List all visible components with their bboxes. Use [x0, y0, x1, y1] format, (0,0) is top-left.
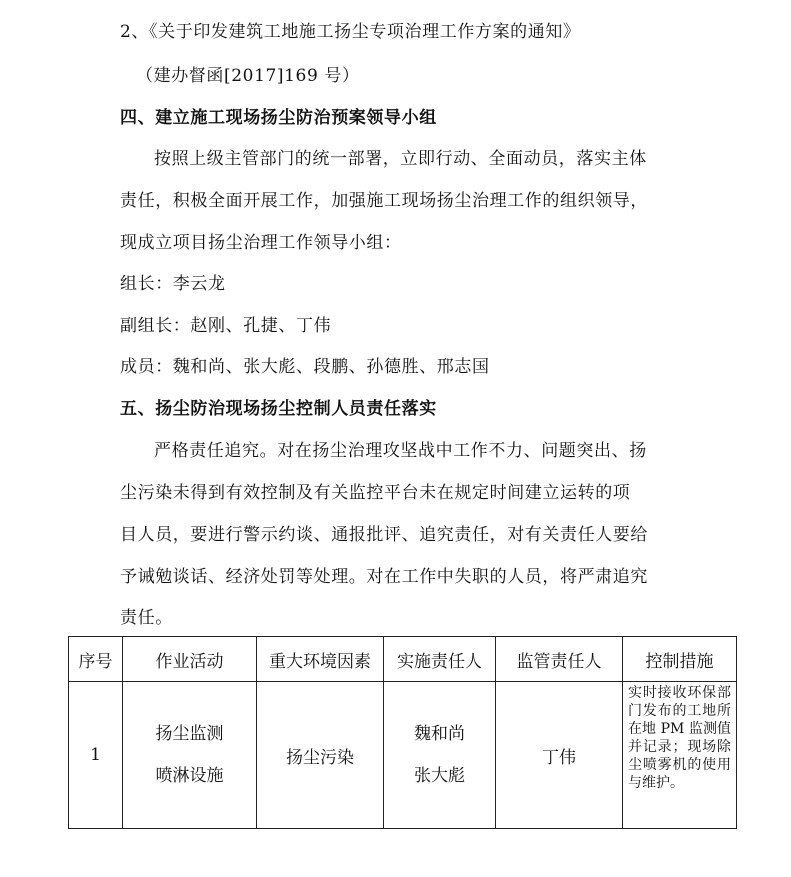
reference-line-2: （建办督函[2017]169 号） — [136, 66, 360, 86]
column-header-activity: 作业活动 — [123, 637, 257, 682]
paragraph-1-line-1: 按照上级主管部门的统一部署，立即行动、全面动员，落实主体 — [154, 149, 647, 169]
section-heading-5: 五、扬尘防治现场扬尘控制人员责任落实 — [120, 399, 437, 419]
paragraph-2-line-3: 目人员，要进行警示约谈、通报批评、追究责任，对有关责任人要给 — [120, 525, 648, 545]
paragraph-1-line-2: 责任，积极全面开展工作，加强施工现场扬尘治理工作的组织领导， — [120, 191, 648, 211]
cell-factor: 扬尘污染 — [257, 682, 384, 829]
table-row — [69, 682, 737, 829]
paragraph-2-line-5: 责任。 — [120, 608, 173, 628]
paragraph-2-line-2: 尘污染未得到有效控制及有关监控平台未在规定时间建立运转的项 — [120, 483, 631, 503]
paragraph-1-line-3: 现成立项目扬尘治理工作领导小组： — [120, 233, 402, 253]
implementer-1: 魏和尚 — [414, 724, 465, 744]
column-header-measures: 控制措施 — [623, 637, 737, 682]
section-heading-4: 四、建立施工现场扬尘防治预案领导小组 — [120, 108, 437, 128]
cell-supervisor: 丁伟 — [496, 682, 623, 829]
table-header-row — [69, 637, 737, 682]
column-header-no: 序号 — [69, 637, 123, 682]
group-deputy: 副组长：赵刚、孔捷、丁伟 — [120, 316, 332, 336]
activity-1: 扬尘监测 — [155, 724, 224, 744]
implementer-2: 张大彪 — [414, 766, 465, 786]
paragraph-2-line-4: 予诫勉谈话、经济处罚等处理。对在工作中失职的人员，将严肃追究 — [120, 567, 648, 587]
cell-activity — [123, 682, 257, 829]
responsibility-table — [68, 636, 737, 829]
column-header-supervisor: 监管责任人 — [496, 637, 623, 682]
cell-no: 1 — [69, 682, 123, 829]
activity-2: 喷淋设施 — [155, 766, 224, 786]
cell-measures: 实时接收环保部门发布的工地所在地 PM 监测值并记录；现场除尘喷雾机的使用与维护。 — [623, 682, 737, 829]
paragraph-2-line-1: 严格责任追究。对在扬尘治理攻坚战中工作不力、问题突出、扬 — [154, 441, 647, 461]
cell-implementers — [384, 682, 496, 829]
group-leader: 组长：李云龙 — [120, 274, 226, 294]
column-header-factor: 重大环境因素 — [257, 637, 384, 682]
column-header-implementer: 实施责任人 — [384, 637, 496, 682]
group-members: 成员：魏和尚、张大彪、段鹏、孙德胜、邢志国 — [120, 357, 490, 377]
reference-line-1: 2、《关于印发建筑工地施工扬尘专项治理工作方案的通知》 — [120, 22, 581, 42]
